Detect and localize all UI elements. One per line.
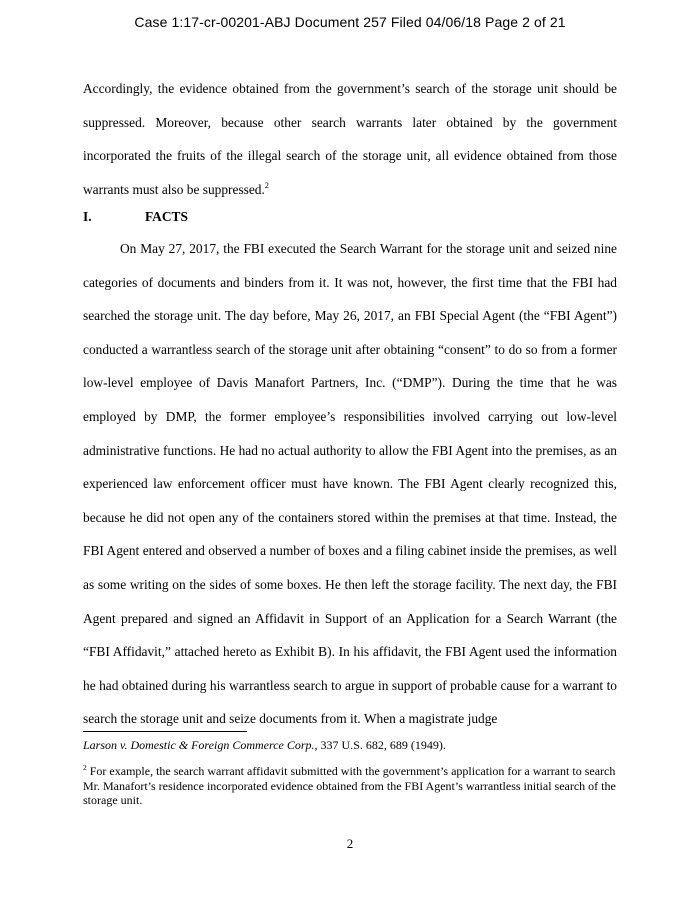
case-name: Larson v. Domestic & Foreign Commerce Corp.	[83, 738, 315, 752]
footnote-1-continued	[83, 737, 617, 753]
footnote-2	[83, 764, 617, 808]
paragraph-continued	[83, 72, 617, 206]
section-number: I.	[83, 209, 92, 224]
page-number: 2	[346, 836, 354, 851]
footnote-divider	[83, 731, 247, 732]
case-header: Case 1:17-cr-00201-ABJ Document 257 Filed 04/06/18 Page 2 of 21	[134, 14, 566, 30]
footnote-marker: 2	[83, 763, 87, 772]
footnote-ref-2: 2	[264, 180, 269, 190]
case-citation: , 337 U.S. 682, 689 (1949).	[314, 738, 446, 752]
section-title: FACTS	[145, 209, 188, 224]
facts-paragraph: On May 27, 2017, the FBI executed the Search Warrant for the storage unit and seized nine categories of documents and binders from it. It was not, however, the first time that the FBI had searched the storage unit. The day before, May 26, 2017, an FBI Special Agent (the “FBI Agent”) conducted a warrantless search of the storage unit after obtaining “consent” to do so from a former low-level employee of Davis Manafort Partners, Inc. (“DMP”). During the time that he was employed by DMP, the former employee’s responsibilities involved carrying out low-level administrative functions. He had no actual authority to allow the FBI Agent into the premises, as an experienced law enforcement officer must have known. The FBI Agent clearly recognized this, because he did not open any of the containers stored within the premises at that time. Instead, the FBI Agent entered and observed a number of boxes and a filing cabinet inside the premises, as well as some writing on the sides of some boxes. He then left the storage facility. The next day, the FBI Agent prepared and signed an Affidavit in Support of an Application for a Search Warrant (the “FBI Affidavit,” attached hereto as Exhibit B). In his affidavit, the FBI Agent used the information he had obtained during his warrantless search to argue in support of probable cause for a warrant to search the storage unit and seize documents from it. When a magistrate judge	[83, 241, 617, 727]
section-heading	[83, 200, 188, 234]
footnote-2-text: For example, the search warrant affidavit submitted with the government’s application for a warrant to search Mr. Manafort’s residence incorporated evidence obtained from the FBI Agent’s warrantless initial search of the storage unit.	[83, 764, 616, 807]
paragraph-text: Accordingly, the evidence obtained from the government’s search of the storage unit should be suppressed. Moreover, because other search warrants later obtained by the government incorporated the fruits of the illegal search of the storage unit, all evidence obtained from those warrants must also be suppressed.	[83, 81, 617, 197]
